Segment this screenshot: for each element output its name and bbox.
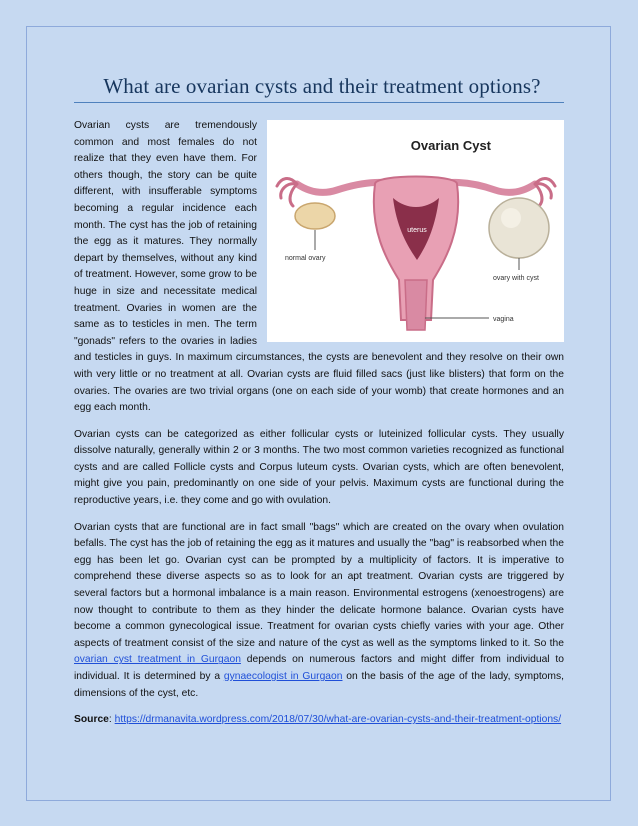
label-normal-ovary: normal ovary — [285, 255, 326, 262]
paragraph-3-text-a: Ovarian cysts that are functional are in fact small "bags" which are created on the ovary when ovulation befalls. The cyst has the job of retaining the egg as it matures and usually the "bag" is reabsorbed when the egg has been let go. Ovarian cyst can be prompted by a multiplicity of factors. It is imperative to comprehend these diverse aspects so as to look for an apt treatment. Ovarian cysts are triggered by several factors but a hormonal imbalance is a main reason. Environmental estrogens (xenoestrogens) are now thought to contribute to them as they hinder the delicate hormone balance. Ovarian cysts have become a common gynecological issue. Treatment for ovarian cysts chiefly varies with your age. Other aspects of treatment consist of the size and nature of the cyst as well as the symptoms linked to it. So the — [74, 521, 564, 649]
label-uterus: uterus — [407, 227, 427, 234]
label-vagina: vagina — [493, 316, 514, 323]
source-line — [74, 712, 564, 729]
source-link[interactable]: https://drmanavita.wordpress.com/2018/07/30/what-are-ovarian-cysts-and-their-treatment-options/ — [114, 714, 562, 726]
paragraph-2: Ovarian cysts can be categorized as either follicular cysts or luteinized follicular cysts. They usually dissolve naturally, generally within 2 or 3 months. The two most common varieties recognized as functional cysts and are called Follicle cysts and Corpus luteum cysts. Ovarian cysts, which are often benevolent, might give you pain, predominantly on one side of your pelvis. Maximum cysts are functional during the reproductive years, i.e. they come and go with ovulation. — [74, 428, 564, 507]
label-ovary-with-cyst: ovary with cyst — [493, 275, 539, 282]
title-underline — [74, 102, 564, 103]
ovarian-cyst-illustration — [267, 120, 564, 342]
paragraph-1: Ovarian cysts are tremendously common and most females do not realize that they even have them. For others though, the story can be quite different, with insufferable symptoms becoming a regular incidence each month. The cyst has the job of retaining the egg as it matures. They normally depart by themselves, without any kind of treatment. However, some grow to be huge in size and necessitate medical treatment. Ovaries in women are the same as to testicles in men. The term "gonads" refers to the ovaries in ladies and testicles in guys. In maximum circumstances, the cysts are benevolent and they resolve on their own with very little or no treatment at all. Ovarian cysts are fluid filled sacs (just like blisters) that form on the ovaries. The ovaries are two trivial organs (one on each side of your womb) that create hormones and an egg each month. — [74, 120, 564, 414]
source-label: Source — [74, 714, 109, 726]
article-body — [74, 118, 564, 739]
gynaecologist-link[interactable]: gynaecologist in Gurgaon — [223, 671, 343, 682]
article-title: What are ovarian cysts and their treatment options? — [103, 74, 541, 98]
paragraph-3-text-b: depends on numerous factors and might differ from individual to individual. It is determined by a — [74, 654, 564, 682]
paragraph-3-text-c: on the basis of the age of the lady, symptoms, dimensions of the cyst, etc. — [74, 671, 564, 699]
figure-title: Ovarian Cyst — [410, 138, 491, 153]
source-separator: : — [108, 714, 115, 726]
paragraph-3 — [74, 520, 564, 703]
ovarian-cyst-treatment-link[interactable]: ovarian cyst treatment in Gurgaon — [74, 654, 241, 666]
